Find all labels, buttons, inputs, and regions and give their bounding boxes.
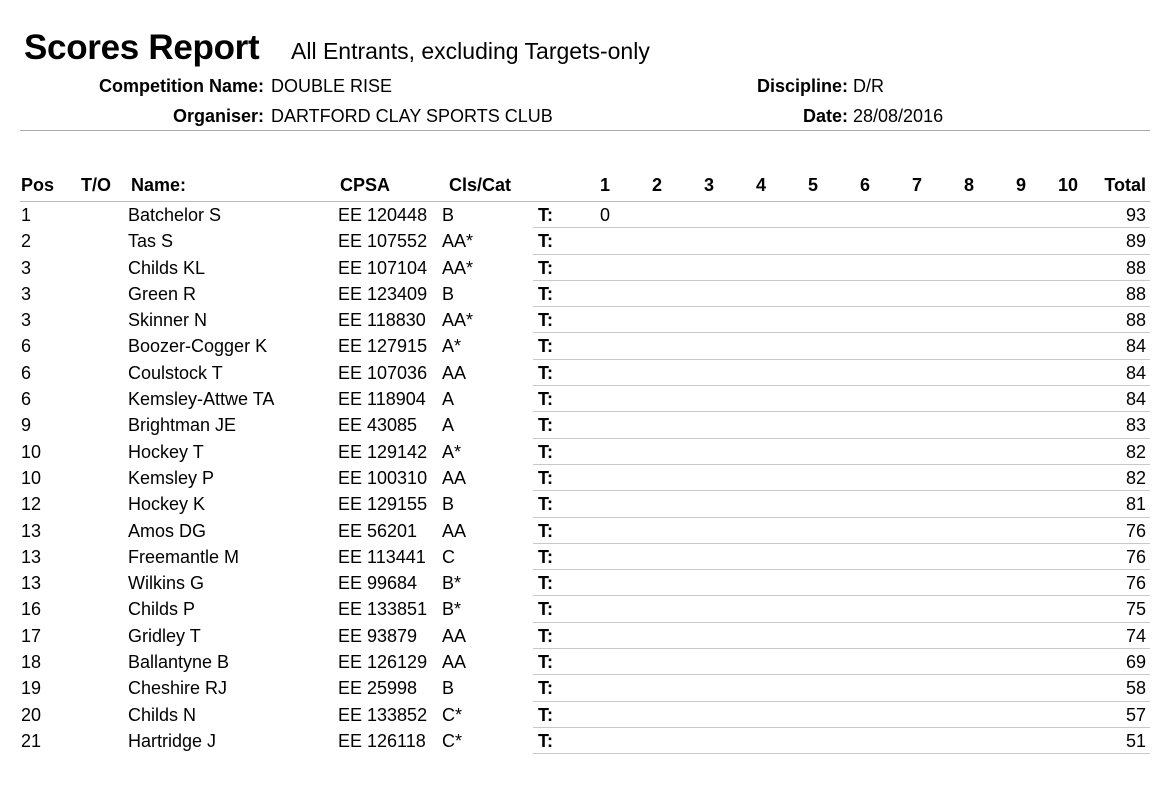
name-cell: Boozer-Cogger K [128,336,268,357]
col-header-stand-9: 9 [1016,175,1027,195]
targets-label: T: [538,257,553,278]
cls-cat-cell: AA [442,520,467,541]
total-cell: 88 [1125,257,1146,278]
pos-cell: 2 [21,231,32,252]
total-cell: 89 [1125,231,1146,252]
col-header-cls-cat: Cls/Cat [449,175,512,195]
cpsa-cell: EE 120448 [338,205,428,225]
total-cell: 93 [1125,205,1146,225]
cls-cat-cell: C* [442,704,463,725]
targets-label: T: [538,205,553,225]
total-cell: 88 [1125,283,1146,304]
total-cell: 57 [1125,704,1146,725]
table-row [0,281,1170,307]
discipline-label: Discipline: [756,76,848,96]
targets-label: T: [538,678,553,699]
pos-cell: 13 [21,546,42,567]
pos-cell: 6 [21,362,32,383]
table-row [0,491,1170,517]
total-cell: 83 [1125,415,1146,436]
pos-cell: 16 [21,599,42,620]
cpsa-cell: EE 127915 [338,336,428,357]
total-cell: 75 [1125,599,1146,620]
cls-cat-cell: C [442,546,455,567]
cpsa-cell: EE 43085 [338,415,418,436]
table-row [0,439,1170,465]
col-header-stand-6: 6 [860,175,871,195]
cpsa-cell: EE 25998 [338,678,418,699]
targets-label: T: [538,573,553,594]
pos-cell: 10 [21,441,42,462]
name-cell: Hartridge J [128,730,217,751]
total-cell: 88 [1125,310,1146,331]
total-cell: 76 [1125,573,1146,594]
name-cell: Green R [128,283,197,304]
name-cell: Ballantyne B [128,652,230,673]
name-cell: Gridley T [128,625,201,646]
table-row [0,333,1170,359]
cls-cat-cell: AA [442,362,467,383]
name-cell: Wilkins G [128,573,204,594]
cpsa-cell: EE 126129 [338,652,428,673]
name-cell: Kemsley P [128,467,215,488]
cls-cat-cell: AA [442,467,467,488]
col-header-stand-4: 4 [756,175,767,195]
name-cell: Childs P [128,599,196,620]
targets-label: T: [538,415,553,436]
targets-label: T: [538,704,553,725]
targets-label: T: [538,389,553,410]
name-cell: Childs KL [128,257,206,278]
pos-cell: 17 [21,625,42,646]
table-row [0,728,1170,754]
cls-cat-cell: AA [442,625,467,646]
header-divider [20,130,1150,131]
pos-cell: 13 [21,520,42,541]
total-cell: 76 [1125,546,1146,567]
pos-cell: 9 [21,415,32,436]
col-header-stand-1: 1 [600,175,611,195]
name-cell: Brightman JE [128,415,237,436]
cls-cat-cell: C* [442,730,463,751]
table-row [0,307,1170,333]
cpsa-cell: EE 99684 [338,573,418,594]
pos-cell: 10 [21,467,42,488]
pos-cell: 6 [21,336,32,357]
organiser-label: Organiser: [172,106,264,126]
name-cell: Kemsley-Attwe TA [128,389,275,410]
name-cell: Hockey K [128,494,206,515]
organiser-value: DARTFORD CLAY SPORTS CLUB [271,106,553,126]
total-cell: 84 [1125,389,1146,410]
pos-cell: 3 [21,283,32,304]
pos-cell: 19 [21,678,42,699]
cls-cat-cell: B* [442,599,462,620]
col-header-cpsa: CPSA [340,175,391,195]
table-row [0,386,1170,412]
targets-label: T: [538,362,553,383]
cls-cat-cell: B [442,205,455,225]
cpsa-cell: EE 123409 [338,283,428,304]
cpsa-cell: EE 118904 [338,389,426,410]
name-cell: Freemantle M [128,546,240,567]
name-cell: Coulstock T [128,362,223,383]
col-header-name: Name: [131,175,187,195]
cpsa-cell: EE 107036 [338,362,428,383]
cpsa-cell: EE 133851 [338,599,428,620]
cls-cat-cell: AA* [442,231,474,252]
table-row [0,623,1170,649]
total-cell: 51 [1125,730,1146,751]
competition-name-label: Competition Name: [98,76,264,96]
targets-label: T: [538,441,553,462]
total-cell: 76 [1125,520,1146,541]
table-row [0,412,1170,438]
pos-cell: 1 [21,205,32,225]
total-cell: 82 [1125,467,1146,488]
name-cell: Amos DG [128,520,207,541]
table-row [0,228,1170,254]
discipline-value: D/R [853,76,884,96]
total-cell: 82 [1125,441,1146,462]
cpsa-cell: EE 56201 [338,520,418,541]
cls-cat-cell: B* [442,573,462,594]
targets-label: T: [538,625,553,646]
total-cell: 74 [1125,625,1146,646]
targets-label: T: [538,310,553,331]
col-header-stand-8: 8 [964,175,975,195]
cls-cat-cell: B [442,678,455,699]
pos-cell: 21 [21,730,42,751]
targets-label: T: [538,283,553,304]
name-cell: Hockey T [128,441,204,462]
cpsa-cell: EE 129142 [338,441,428,462]
col-header-to: T/O [81,175,111,195]
table-row [0,255,1170,281]
cls-cat-cell: A [442,389,455,410]
date-label: Date: [802,106,848,126]
cls-cat-cell: A* [442,441,462,462]
table-row [0,596,1170,622]
cls-cat-cell: B [442,283,455,304]
total-cell: 58 [1125,678,1146,699]
row-divider [533,753,1150,754]
cpsa-cell: EE 107104 [338,257,428,278]
cls-cat-cell: AA* [442,257,474,278]
targets-label: T: [538,520,553,541]
cls-cat-cell: A* [442,336,462,357]
pos-cell: 13 [21,573,42,594]
total-cell: 81 [1125,494,1146,515]
targets-label: T: [538,494,553,515]
cpsa-cell: EE 126118 [338,730,426,751]
col-header-total: Total [1104,175,1146,195]
cpsa-cell: EE 107552 [338,231,428,252]
col-header-stand-5: 5 [808,175,819,195]
table-row [0,544,1170,570]
cpsa-cell: EE 93879 [338,625,418,646]
cls-cat-cell: A [442,415,455,436]
targets-label: T: [538,336,553,357]
targets-label: T: [538,546,553,567]
targets-label: T: [538,599,553,620]
col-header-stand-3: 3 [704,175,715,195]
targets-label: T: [538,231,553,252]
targets-label: T: [538,730,553,751]
cpsa-cell: EE 129155 [338,494,428,515]
cls-cat-cell: AA [442,652,467,673]
name-cell: Tas S [128,231,174,252]
cpsa-cell: EE 100310 [338,467,428,488]
col-header-stand-7: 7 [912,175,923,195]
cls-cat-cell: B [442,494,455,515]
table-row [0,649,1170,675]
report-subtitle: All Entrants, excluding Targets-only [291,38,650,64]
table-row [0,675,1170,701]
table-row [0,702,1170,728]
competition-name-value: DOUBLE RISE [271,76,393,96]
date-value: 28/08/2016 [853,106,944,126]
total-cell: 84 [1125,336,1146,357]
pos-cell: 18 [21,652,42,673]
table-row [0,570,1170,596]
total-cell: 84 [1125,362,1146,383]
pos-cell: 20 [21,704,42,725]
pos-cell: 3 [21,310,32,331]
targets-label: T: [538,467,553,488]
cls-cat-cell: AA* [442,310,474,331]
targets-label: T: [538,652,553,673]
stand-1-score: 0 [600,205,611,225]
name-cell: Batchelor S [128,205,222,225]
name-cell: Childs N [128,704,197,725]
table-row [0,518,1170,544]
cpsa-cell: EE 113441 [338,546,426,567]
report-title: Scores Report [24,28,260,67]
col-header-pos: Pos [21,175,55,195]
cpsa-cell: EE 118830 [338,310,426,331]
scores-table-body [0,202,1170,754]
cpsa-cell: EE 133852 [338,704,428,725]
total-cell: 69 [1125,652,1146,673]
name-cell: Skinner N [128,310,208,331]
pos-cell: 12 [21,494,42,515]
pos-cell: 6 [21,389,32,410]
col-header-stand-10: 10 [1058,175,1079,195]
pos-cell: 3 [21,257,32,278]
table-row [0,202,1170,228]
name-cell: Cheshire RJ [128,678,228,699]
table-row [0,360,1170,386]
table-row [0,465,1170,491]
col-header-stand-2: 2 [652,175,663,195]
